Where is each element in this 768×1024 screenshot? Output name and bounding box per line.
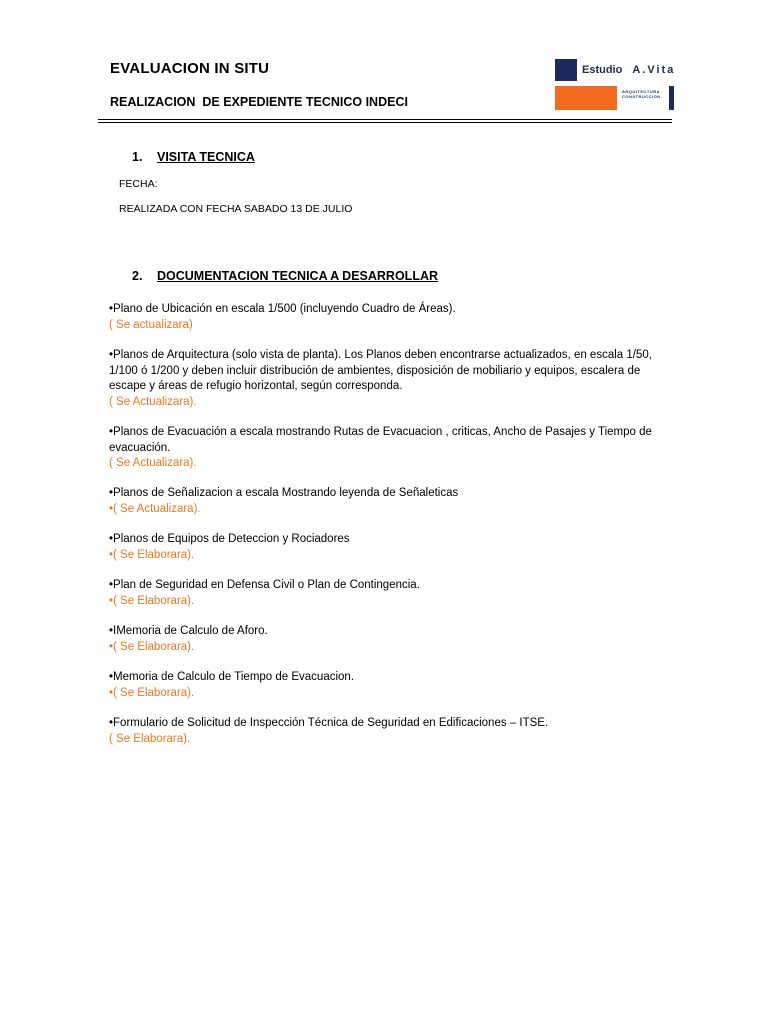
section-1-number: 1. <box>132 150 143 164</box>
list-item <box>109 578 669 609</box>
logo-name-part1: Estudio <box>582 64 623 76</box>
document-title: EVALUACION IN SITU <box>110 60 270 77</box>
item-text: •Planos de Equipos de Deteccion y Rociadores <box>109 533 350 545</box>
list-item <box>109 348 669 410</box>
item-text: •Plano de Ubicación en escala 1/500 (incluyendo Cuadro de Áreas). <box>109 303 456 315</box>
logo-tagline <box>622 89 661 99</box>
section-2-title: DOCUMENTACION TECNICA A DESARROLLAR <box>157 269 439 283</box>
item-status: ( Se Elaborara). <box>109 732 191 745</box>
list-item <box>109 302 669 333</box>
logo-tagline-line1: ARQUITECTURA <box>622 89 660 94</box>
list-item <box>109 670 669 701</box>
logo-orange-block <box>555 86 617 110</box>
document-subtitle: REALIZACION DE EXPEDIENTE TECNICO INDECI <box>110 95 408 109</box>
list-item <box>109 532 669 563</box>
company-logo <box>555 59 675 111</box>
section-2-number: 2. <box>132 269 143 283</box>
section-1-heading <box>132 150 255 164</box>
item-text: •Planos de Señalizacion a escala Mostrando leyenda de Señaleticas <box>109 487 459 499</box>
item-text: •Memoria de Calculo de Tiempo de Evacuacion. <box>109 671 355 683</box>
header-divider-secondary <box>98 122 672 123</box>
item-text: •Planos de Arquitectura (solo vista de planta). Los Planos deben encontrarse actualizados, en escala 1/50, 1/100 ó 1/200 y deben incluir distribución de ambientes, disposición de mobiliario y equipos, escalera de escape y áreas de refugio horizontal, según corresponda. <box>109 349 652 392</box>
logo-name <box>582 64 675 76</box>
section-1-title: VISITA TECNICA <box>157 150 255 164</box>
item-text: •Plan de Seguridad en Defensa Civil o Plan de Contingencia. <box>109 579 420 591</box>
logo-name-part2: A.Vita <box>632 64 676 76</box>
list-item <box>109 624 669 655</box>
item-status: •( Se Elaborara). <box>109 686 195 699</box>
item-status: •( Se Elaborara). <box>109 548 195 561</box>
item-text: •IMemoria de Calculo de Aforo. <box>109 625 268 637</box>
item-status: ( Se Actualizara). <box>109 395 197 408</box>
logo-navy-bar <box>669 86 674 110</box>
item-status: •( Se Actualizara). <box>109 502 201 515</box>
list-item <box>109 716 669 747</box>
header-divider <box>98 119 672 120</box>
item-text: •Formulario de Solicitud de Inspección Técnica de Seguridad en Edificaciones – ITSE. <box>109 717 549 729</box>
item-status: ( Se actualizara) <box>109 318 193 331</box>
fecha-text: REALIZADA CON FECHA SABADO 13 DE JULIO <box>119 203 353 215</box>
section-2-heading <box>132 269 438 283</box>
item-status: ( Se Actualizara). <box>109 457 197 469</box>
list-item <box>109 425 669 472</box>
logo-navy-square <box>555 59 577 81</box>
item-status: •( Se Elaborara). <box>109 594 195 607</box>
fecha-label: FECHA: <box>119 178 158 190</box>
item-text: •Planos de Evacuación a escala mostrando Rutas de Evacuacion , criticas, Ancho de Pasajes y Tiempo de evacuación. <box>109 426 652 454</box>
list-item <box>109 486 669 517</box>
item-status: •( Se Elaborara). <box>109 640 195 653</box>
logo-tagline-line2: CONSTRUCCION <box>622 94 661 99</box>
